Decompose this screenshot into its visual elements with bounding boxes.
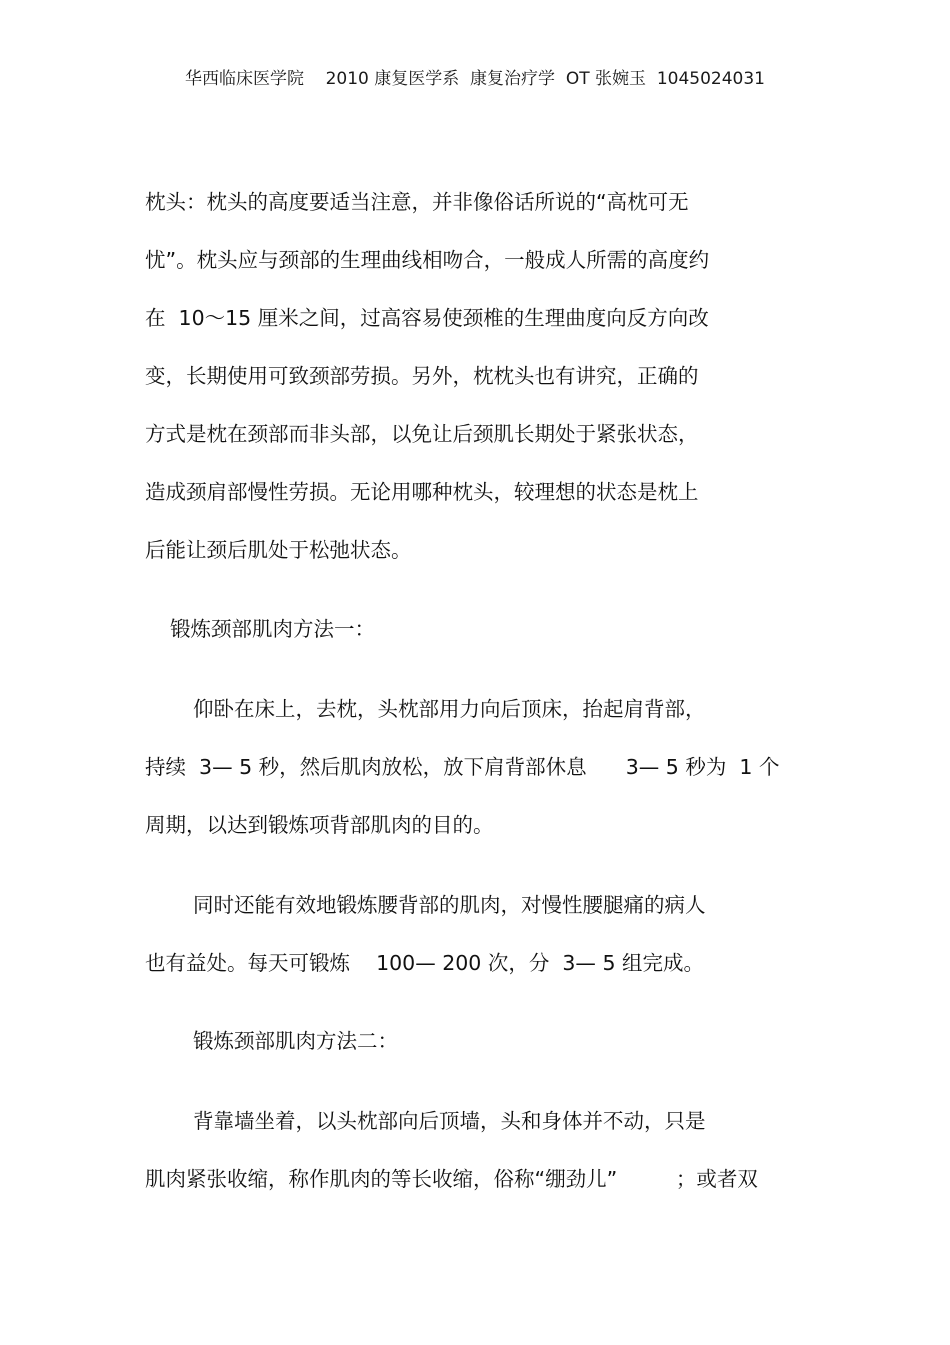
method-one-heading: 锻炼颈部肌肉方法一：: [170, 617, 375, 641]
method-two-heading: 锻炼颈部肌肉方法二：: [193, 1029, 398, 1053]
pillow-para-line-3: 在 10～15 厘米之间，过高容易使颈椎的生理曲度向反方向改: [145, 306, 709, 330]
benefit-line-1: 同时还能有效地锻炼腰背部的肌肉，对慢性腰腿痛的病人: [193, 893, 706, 917]
pillow-para-line-4: 变，长期使用可致颈部劳损。另外，枕枕头也有讲究，正确的: [145, 364, 699, 388]
method-one-line-3: 周期，以达到锻炼项背部肌肉的目的。: [145, 813, 494, 837]
benefit-line-2: 也有益处。每天可锻炼 100— 200 次，分 3— 5 组完成。: [145, 951, 705, 975]
method-one-line-1: 仰卧在床上，去枕，头枕部用力向后顶床，抬起肩背部，: [193, 697, 706, 721]
method-two-line-2: 肌肉紧张收缩，称作肌肉的等长收缩，俗称“绷劲儿” ；或者双: [145, 1167, 758, 1191]
pillow-para-line-7: 后能让颈后肌处于松弛状态。: [145, 538, 412, 562]
pillow-para-line-1: 枕头：枕头的高度要适当注意，并非像俗话所说的“高枕可无: [145, 190, 689, 214]
pillow-para-line-2: 忧”。枕头应与颈部的生理曲线相吻合，一般成人所需的高度约: [145, 248, 710, 272]
method-one-line-2: 持续 3— 5 秒，然后肌肉放松，放下肩背部休息 3— 5 秒为 1 个: [145, 755, 780, 779]
method-two-line-1: 背靠墙坐着，以头枕部向后顶墙，头和身体并不动，只是: [193, 1109, 706, 1133]
page-header: 华西临床医学院 2010 康复医学系 康复治疗学 OT 张婉玉 1045024031: [184, 69, 766, 89]
pillow-para-line-6: 造成颈肩部慢性劳损。无论用哪种枕头，较理想的状态是枕上: [145, 480, 699, 504]
pillow-para-line-5: 方式是枕在颈部而非头部，以免让后颈肌长期处于紧张状态，: [145, 422, 699, 446]
